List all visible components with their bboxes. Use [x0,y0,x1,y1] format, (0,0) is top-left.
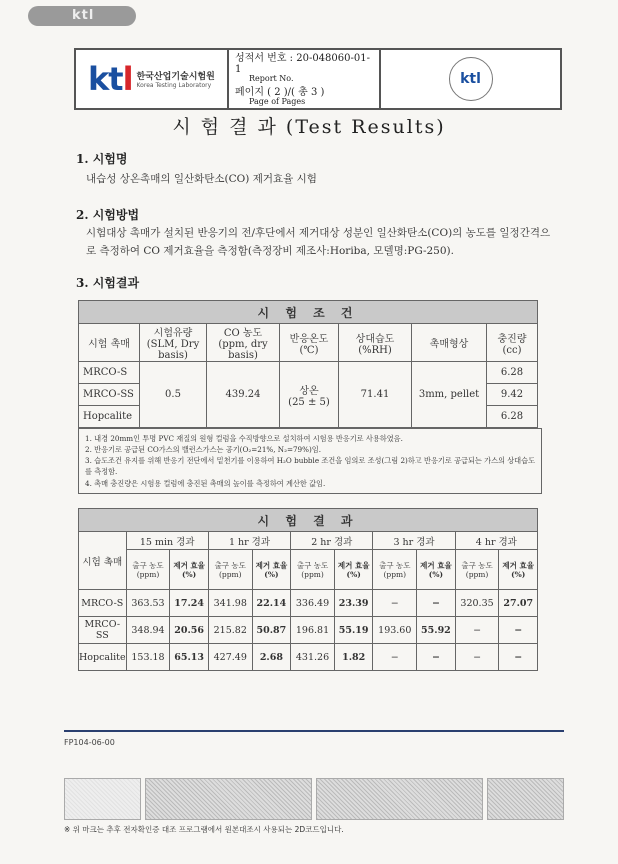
section-3-heading: 3. 시험결과 [76,276,140,290]
shape-value: 3mm, pellet [412,362,487,428]
conditions-table: 시 험 조 건 시험 촉매 시험유량 (SLM, Dry basis) CO 농도 (ppm, dry basis) 반응온도 (℃) 상대습도 (%RH) 촉매형상 충진량 (cc) MRCO-S 0.5 439.24 상온 (25 ± 5) 71.41 3mm, pellet 6.28 MRCO-SS 9.42 Hopcalite 6.28 [78,300,538,428]
report-header [74,48,562,110]
table-row: MRCO-SS 348.94 20.56 215.82 50.87 196.81 55.19 193.60 55.92 − − [79,617,538,644]
report-no-label: 성적서 번호 : [235,53,294,64]
catalyst-name: MRCO-S [79,362,140,384]
ktl-logo: ktl 한국산업기술시험원 Korea Testing Laboratory [76,50,229,108]
form-code: FP104-06-00 [64,738,115,747]
catalyst-name: Hopcalite [79,406,140,428]
section-1-heading: 1. 시험명 [76,152,128,166]
section-2-heading: 2. 시험방법 [76,208,140,222]
2d-code-icon [487,778,564,820]
footer-divider [64,730,564,732]
results-table: 시 험 결 과 시험 촉매 15 min 경과 1 hr 경과 2 hr 경과 3 hr 경과 4 hr 경과 출구 농도 (ppm) 제거 효율 (%) 출구 농도 (ppm) 제거 효율 (%) 출구 농도 (ppm) 제거 효율 (%) 출구 농도 (ppm) 제거 효율 (%) 출구 농도 (ppm) 제거 효율 (%) MRCO-S 363.53 17.24 341.98 22.14 336.49 23.39 − − 320.35 27.07 MRCO-SS 348.94 20.56 215.82 50.87 196.81 55.19 193.60 55.92 − − Hopcalite 153.18 65.13 427.49 2.68 431.26 1.82 − − − − [78,508,538,671]
rh-value: 71.41 [339,362,412,428]
seal-icon: ktl [449,57,493,101]
co-value: 439.24 [207,362,280,428]
verification-codes [64,778,564,820]
top-badge: ktl [28,6,136,26]
2d-code-icon [64,778,141,820]
results-title: 시 험 결 과 [79,509,538,532]
report-info: 성적서 번호 : 20-048060-01-1 Report No. 페이지 ( 2 )/( 총 3 ) Page of Pages [229,50,381,108]
section-1-text: 내습성 상온촉매의 일산화탄소(CO) 제거효율 시험 [86,173,317,185]
section-2-text: 시험대상 촉매가 설치된 반응기의 전/후단에서 제거대상 성분인 일산화탄소(CO)의 농도를 일정간격으로 측정하여 CO 제거효율을 측정함(측정장비 제조사:Horiba, 모델명:PG-250). [86,227,551,258]
flow-value: 0.5 [140,362,207,428]
2d-code-icon [145,778,312,820]
seal [381,50,560,108]
catalyst-header: 시험 촉매 [79,532,127,590]
table-row: MRCO-S 363.53 17.24 341.98 22.14 336.49 23.39 − − 320.35 27.07 [79,590,538,617]
page-info: 페이지 ( 2 )/( 총 3 ) [235,86,325,98]
logo-name-en: Korea Testing Laboratory [136,82,212,89]
table-row: Hopcalite 153.18 65.13 427.49 2.68 431.26 1.82 − − − − [79,644,538,671]
page-title: 시 험 결 과 (Test Results) [172,116,446,138]
catalyst-name: MRCO-SS [79,384,140,406]
logo-name-ko: 한국산업기술시험원 [136,72,215,82]
notes-box: 1. 내경 20mm인 투명 PVC 재질의 원형 컬럼을 수직방향으로 설치하여 시험용 반응기로 사용하였음. 2. 반응기로 공급된 CO가스의 밸런스가스는 공기(O₂=21%, N₂=79%)임. 3. 습도조건 유지를 위해 반응기 전단에서 밑천기를 이용하여 H₂O bubble 조건을 임의로 조성(그림 2)하고 반응기로 공급되는 가스의 상대습도를 측정함. 4. 촉매 충진량은 시험용 컬럼에 충진된 촉매의 높이를 측정하여 계산한 값임. [78,428,542,494]
conditions-title: 시 험 조 건 [79,301,538,324]
report-no: 20-048060-01-1 [235,53,370,75]
footer-note: ※ 위 마크는 추후 전자확인증 대조 프로그램에서 원본대조시 사용되는 2D코드입니다. [64,825,344,834]
2d-code-icon [316,778,483,820]
